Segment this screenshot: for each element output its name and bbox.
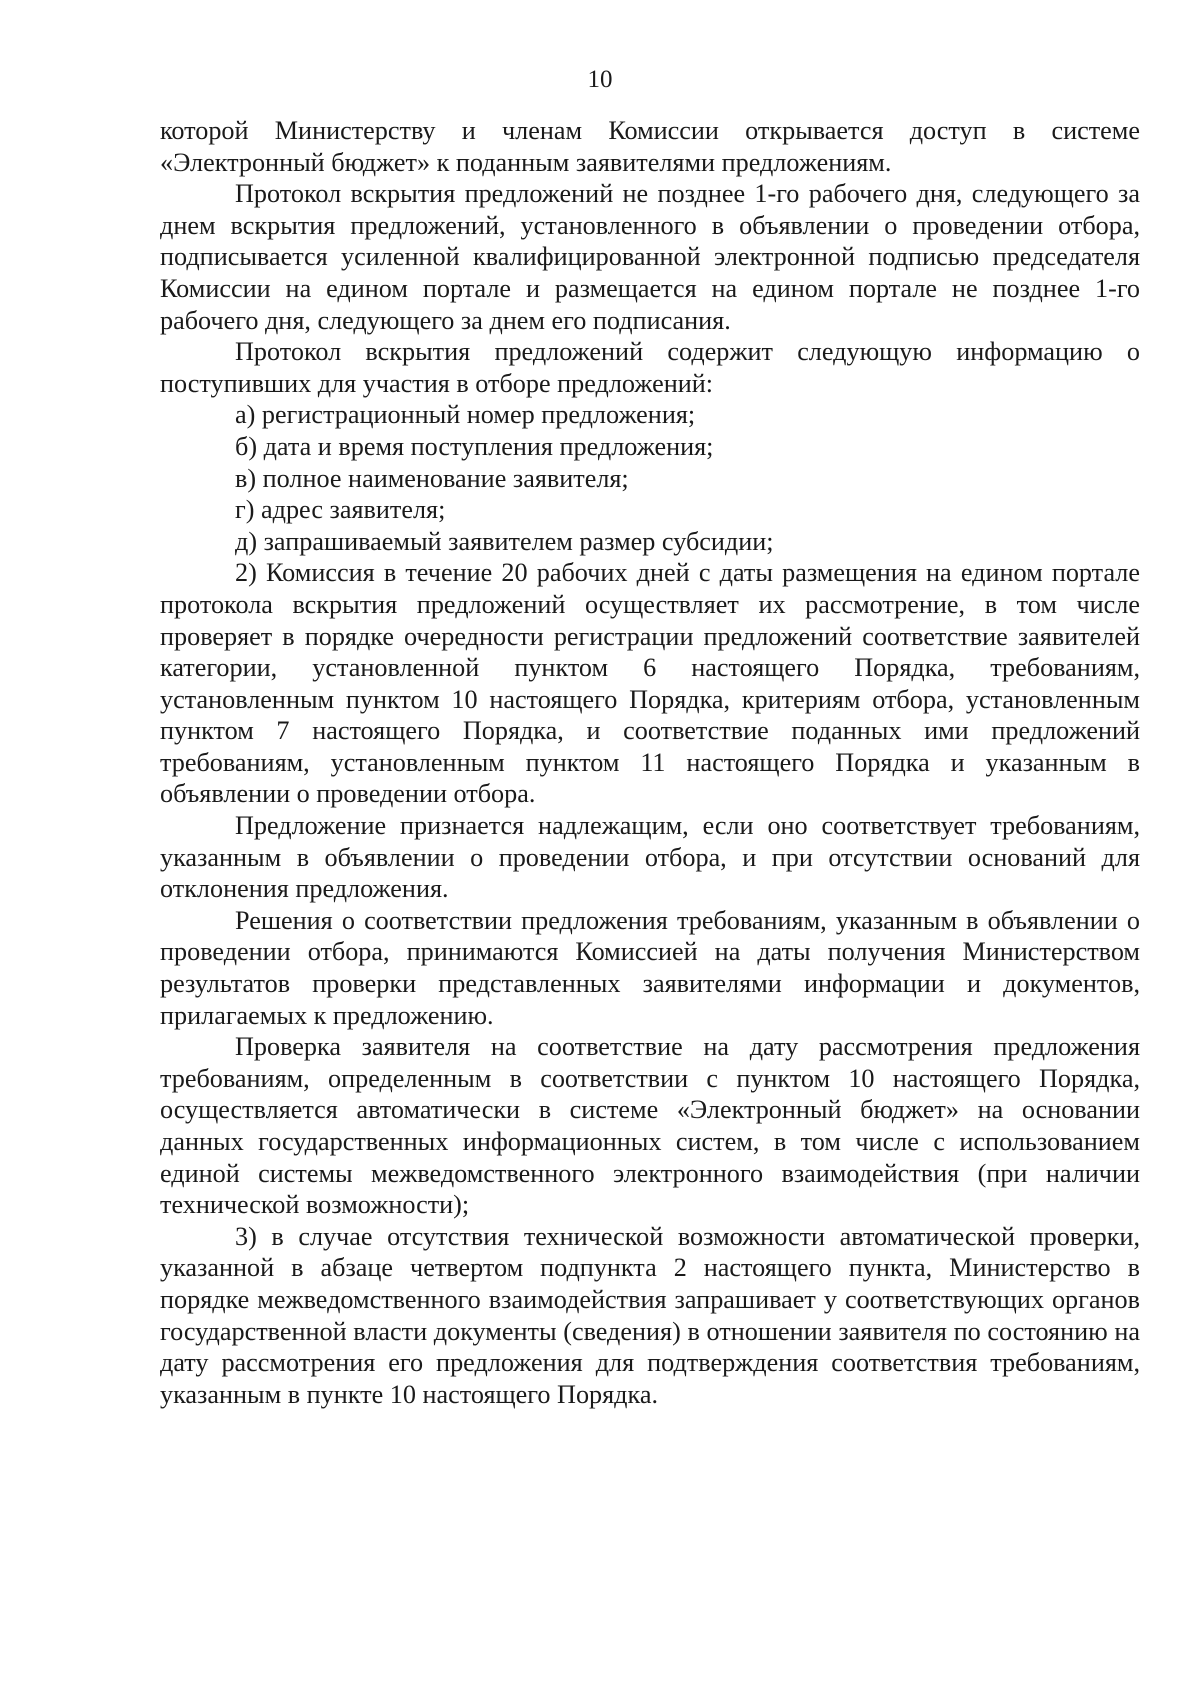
list-item-b: б) дата и время поступления предложения; — [235, 431, 714, 461]
list-item-a: а) регистрационный номер предложения; — [235, 400, 696, 430]
list-item-g: г) адрес заявителя; — [235, 495, 446, 525]
page-number: 10 — [587, 66, 613, 93]
paragraph-protocol-signing: Протокол вскрытия предложений не позднее 1-го рабочего дня, следующего за днем вскрытия предложений, установленного в объявлении о проведении отбора, подписывается усиленной квалифицированной электронной подписью председателя Комиссии на едином портале и размещается на едином портале не позднее 1-го рабочего дня, следующего за днем его подписания. — [160, 179, 1140, 335]
paragraph-item-2: 2) Комиссия в течение 20 рабочих дней с даты размещения на едином портале протокола вскрытия предложений осуществляет их рассмотрение, в том числе проверяет в порядке очередности регистрации предложений соответствие заявителей категории, установленной пунктом 6 настоящего Порядка, требованиям, установленным пунктом 10 настоящего Порядка, критериям отбора, установленным пунктом 7 настоящего Порядка, и соответствие поданных ими предложений требованиям, установленным пунктом 11 настоящего Порядка и указанным в объявлении о проведении отбора. — [160, 558, 1140, 809]
list-item-d: д) запрашиваемый заявителем размер субсидии; — [235, 526, 774, 556]
paragraph-item-3: 3) в случае отсутствия технической возможности автоматической проверки, указанной в абзаце четвертом подпункта 2 настоящего пункта, Министерство в порядке межведомственного взаимодействия запрашивает у соответствующих органов государственной власти документы (сведения) в отношении заявителя по состоянию на дату рассмотрения его предложения для подтверждения соответствия требованиям, указанным в пункте 10 настоящего Порядка. — [160, 1221, 1140, 1409]
paragraph-protocol-contents: Протокол вскрытия предложений содержит следующую информацию о поступивших для участия в отборе предложений: — [160, 337, 1140, 398]
paragraph-continuation: которой Министерству и членам Комиссии открывается доступ в системе «Электронный бюджет» к поданным заявителями предложениям. — [160, 116, 1140, 177]
paragraph-proper-proposal: Предложение признается надлежащим, если оно соответствует требованиям, указанным в объявлении о проведении отбора, и при отсутствии оснований для отклонения предложения. — [160, 811, 1140, 904]
list-item-v: в) полное наименование заявителя; — [235, 463, 629, 493]
document-body — [160, 115, 1140, 1410]
paragraph-decisions: Решения о соответствии предложения требованиям, указанным в объявлении о проведении отбора, принимаются Комиссией на даты получения Министерством результатов проверки представленных заявителями информации и документов, прилагаемых к предложению. — [160, 905, 1140, 1030]
paragraph-automatic-check: Проверка заявителя на соответствие на дату рассмотрения предложения требованиям, определенным в соответствии с пунктом 10 настоящего Порядка, осуществляется автоматически в системе «Электронный бюджет» на основании данных государственных информационных систем, в том числе с использованием единой системы межведомственного электронного взаимодействия (при наличии технической возможности); — [160, 1032, 1140, 1220]
